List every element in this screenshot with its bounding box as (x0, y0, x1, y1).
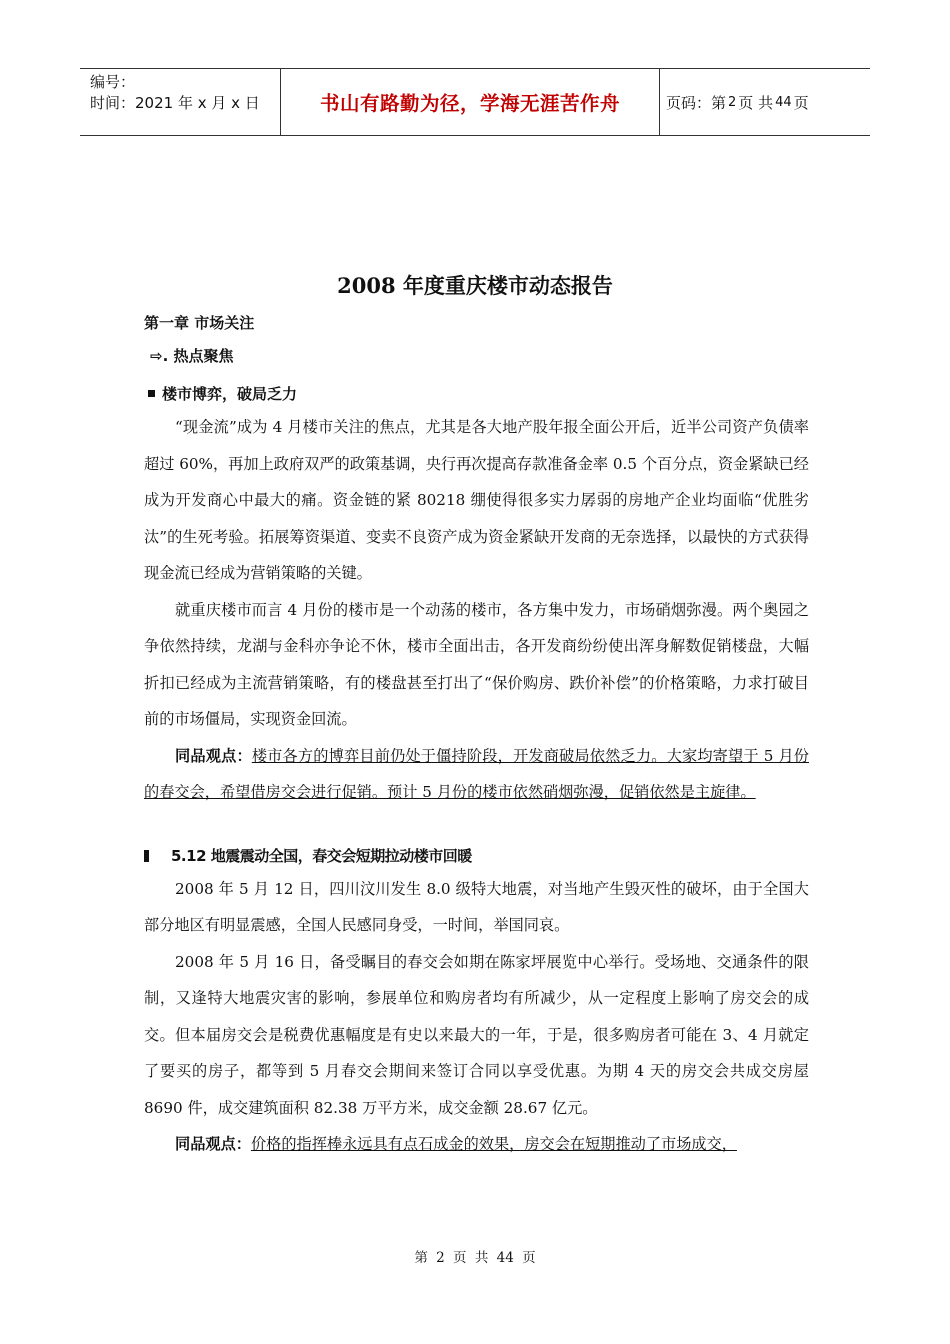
opinion-text: 楼市各方的博弈目前仍处于僵持阶段，开发商破局依然乏力。大家均寄望于 5 月份的春交会，希望借房交会进行促销。预计 5 月份的楼市依然硝烟弥漫，促销依然是主旋律。 (144, 746, 809, 801)
subheading-1-text: 楼市博弈，破局乏力 (162, 384, 298, 403)
paragraph-3 (144, 738, 809, 811)
code-label: 编号： (90, 73, 136, 91)
opinion-text-2: 价格的指挥棒永远具有点石成金的效果，房交会在短期推动了市场成交， (250, 1135, 737, 1153)
header-left-cell (80, 69, 281, 135)
paragraph-2: 就重庆楼市而言 4 月份的楼市是一个动荡的楼市，各方集中发力，市场硝烟弥漫。两个奥园之争依然持续，龙湖与金科亦争论不休，楼市全面出击，各开发商纷纷使出浑身解数促销楼盘，大幅折扣已经成为主流营销策略，有的楼盘甚至打出了“保价购房、跌价补偿”的价格策略，力求打破目前的市场僵局，实现资金回流。 (144, 600, 809, 728)
page-mid: 页 共 (738, 93, 774, 112)
page-total: 44 (775, 94, 792, 110)
opinion-label: 同品观点： (175, 746, 252, 765)
paragraph-1: “现金流”成为 4 月楼市关注的焦点，尤其是各大地产股年报全面公开后，近半公司资产负债率超过 60%，再加上政府双严的政策基调，央行再次提高存款准备金率 0.5 个百分点，资金紧缺已经成为开发商心中最大的痛。资金链的紧 80218 绷使得很多实力孱弱的房地产企业均面临“优胜劣汰”的生死考验。拓展筹资渠道、变卖不良资产成为资金紧缺开发商的无奈选择，以最快的方式获得现金流已经成为营销策略的关键。 (144, 418, 809, 582)
bar-bullet-icon (144, 850, 149, 862)
paragraph-5: 2008 年 5 月 16 日，备受瞩目的春交会如期在陈家坪展览中心举行。受场地、交通条件的限制，又逢特大地震灾害的影响，参展单位和购房者均有所减少，从一定程度上影响了房交会的成交。但本届房交会是税费优惠幅度是有史以来最大的一年，于是，很多购房者可能在 3、4 月就定了要买的房子，都等到 5 月春交会期间来签订合同以享受优惠。为期 4 天的房交会共成交房屋 8690 件，成交建筑面积 82.38 万平方米，成交金额 28.67 亿元。 (144, 952, 809, 1117)
page-footer: 第 2 页 共 44 页 (414, 1250, 536, 1266)
square-bullet-icon (148, 390, 155, 397)
paragraph-6 (144, 1126, 809, 1163)
paragraph-4: 2008 年 5 月 12 日，四川汶川发生 8.0 级特大地震，对当地产生毁灭性的破坏，由于全国大部分地区有明显震感，全国人民感同身受，一时间，举国同哀。 (144, 879, 809, 934)
subheading-2 (144, 841, 809, 871)
header-table (80, 68, 870, 136)
opinion-label-2: 同品观点： (175, 1135, 251, 1153)
subheading-2-text: 5.12 地震震动全国，春交会短期拉动楼市回暖 (171, 847, 472, 865)
motto: 书山有路勤为径，学海无涯苦作舟 (281, 69, 660, 135)
page-number: 2 (728, 94, 737, 110)
subheading-1 (144, 377, 809, 409)
document-title: 2008 年度重庆楼市动态报告 (337, 273, 613, 298)
section-heading: ⇨. 热点聚焦 (150, 347, 234, 365)
page-prefix: 页码：第 (666, 93, 727, 112)
date-label: 时间：2021 年 x 月 x 日 (90, 94, 260, 112)
chapter-heading: 第一章 市场关注 (144, 314, 255, 332)
page-suffix: 页 (793, 93, 809, 112)
header-page-info (660, 69, 870, 135)
document-body (144, 310, 809, 1163)
